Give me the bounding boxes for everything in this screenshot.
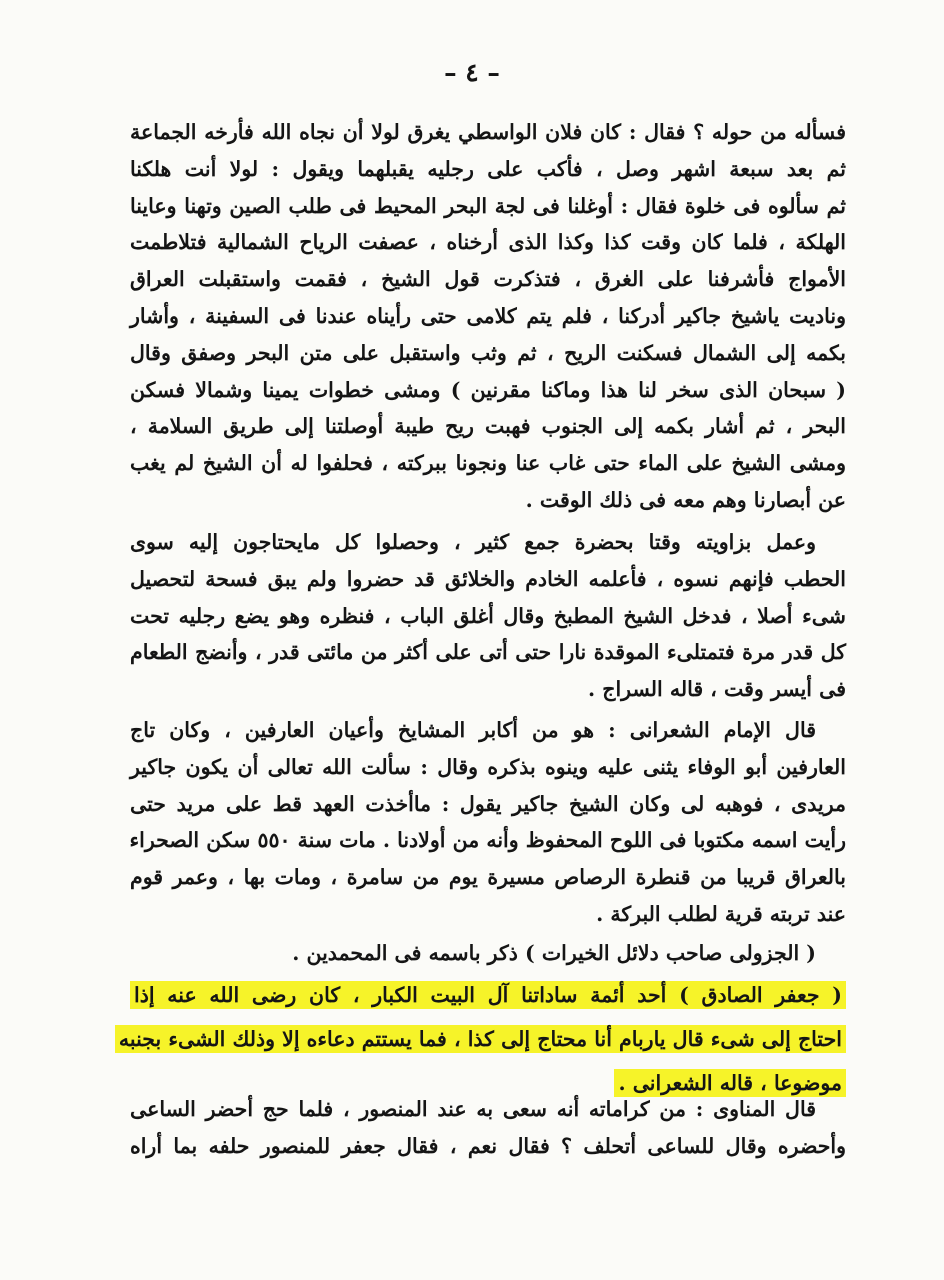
text-line: كل قدر مرة فتمتلىء الموقدة نارا حتى أتى على أكثر من مائتى قدر ، وأنضج الطعام bbox=[130, 640, 846, 665]
text-line: بالعراق قريبا من قنطرة الرصاص مسيرة يوم من سامرة ، ومات بها ، وعمر قوم bbox=[130, 865, 847, 890]
highlighted-text: موضوعا ، قاله الشعرانى . bbox=[614, 1069, 846, 1097]
text-line: الهلكة ، فلما كان وقت كذا وكذا الذى أرخناه ، عصفت الرياح الشمالية فتلاطمت bbox=[130, 230, 846, 255]
text-line: الحطب فإنهم نسوه ، فأعلمه الخادم والخلائق قد حضروا ولم يبق فسحة لتحصيل bbox=[130, 566, 846, 591]
text-line: رأيت اسمه مكتوبا فى اللوح المحفوظ وأنه من أولادنا . مات سنة ٥٥٠ سكن الصحراء bbox=[129, 828, 846, 853]
text-line: ( سبحان الذى سخر لنا هذا وماكنا مقرنين ) ومشى خطوات يمينا وشمالا فسكن bbox=[130, 377, 846, 402]
text-line bbox=[130, 973, 846, 1017]
paragraph-6 bbox=[130, 1091, 846, 1165]
highlighted-text: ( جعفر الصادق ) أحد أئمة ساداتنا آل البيت الكبار ، كان رضى الله عنه إذا bbox=[130, 981, 846, 1009]
text-line: قال المناوى : من كراماته أنه سعى به عند المنصور ، فلما حج أحضر الساعى bbox=[130, 1097, 816, 1121]
paragraph-3 bbox=[130, 712, 846, 933]
text-line: العارفين أبو الوفاء يثنى عليه وينوه بذكره وقال : سألت الله تعالى أن يكون جاكير bbox=[130, 754, 846, 779]
text-line: الأمواج فأشرفنا على الغرق ، فتذكرت قول الشيخ ، فقمت واستقبلت العراق bbox=[130, 267, 846, 292]
text-line: عن أبصارنا وهم معه فى ذلك الوقت . bbox=[525, 487, 846, 512]
paragraph-2 bbox=[130, 524, 846, 708]
text-line: ثم بعد سبعة اشهر وصل ، فأكب على رجليه يقبلهما ويقول : لولا أنت هلكنا bbox=[130, 156, 846, 181]
highlighted-text: احتاج إلى شىء قال ياربام أنا محتاج إلى كذا ، فما يستتم دعاءه إلا وذلك الشىء بجنبه bbox=[115, 1025, 846, 1053]
text-line: البحر ، ثم أشار بكمه إلى الجنوب فهبت ريح طيبة أوصلتنا إلى طريق السلامة ، bbox=[130, 414, 846, 439]
text-line: وناديت ياشيخ جاكير أدركنا ، فلم يتم كلامى حتى رأيناه عندنا فى السفينة ، وأشار bbox=[130, 303, 846, 328]
text-line: وعمل بزاويته وقتا بحضرة جمع كثير ، وحصلوا كل مايحتاجون إليه سوى bbox=[130, 530, 816, 554]
paragraph-5-highlighted bbox=[118, 973, 846, 1105]
text-line: مريدى ، فوهبه لى وكان الشيخ جاكير يقول : ماأخذت العهد قط على مريد حتى bbox=[130, 791, 846, 816]
text-line: وأحضره وقال للساعى أتحلف ؟ فقال نعم ، فقال جعفر للمنصور حلفه بما أراه bbox=[130, 1133, 846, 1158]
text-line: شىء أصلا ، فدخل الشيخ المطبخ وقال أغلق الباب ، فنظره وهو يضع رجليه تحت bbox=[130, 603, 846, 628]
paragraph-1 bbox=[130, 114, 846, 519]
text-line: ( الجزولى صاحب دلائل الخيرات ) ذكر باسمه فى المحمدين . bbox=[292, 941, 816, 965]
text-line: عند تربته قرية لطلب البركة . bbox=[596, 901, 846, 926]
text-line bbox=[118, 1017, 846, 1061]
text-line: ثم سألوه فى خلوة فقال : أوغلنا فى لجة البحر المحيط فى طلب الصين وتهنا وعاينا bbox=[130, 193, 846, 218]
paragraph-4 bbox=[130, 935, 846, 972]
page-number: – ٤ – bbox=[444, 58, 500, 87]
text-line: ومشى الشيخ على الماء حتى غاب عنا ونجونا ببركته ، فحلفوا له أن الشيخ لم يغب bbox=[130, 451, 846, 476]
text-line: قال الإمام الشعرانى : هو من أكابر المشايخ وأعيان العارفين ، وكان تاج bbox=[130, 718, 816, 742]
text-line: فسأله من حوله ؟ فقال : كان فلان الواسطي يغرق لولا أن نجاه الله فأرخه الجماعة bbox=[130, 120, 846, 144]
text-line: بكمه إلى الشمال فسكنت الريح ، ثم وثب واستقبل على متن البحر وصفق وقال bbox=[130, 340, 846, 365]
text-line: فى أيسر وقت ، قاله السراج . bbox=[587, 677, 846, 702]
